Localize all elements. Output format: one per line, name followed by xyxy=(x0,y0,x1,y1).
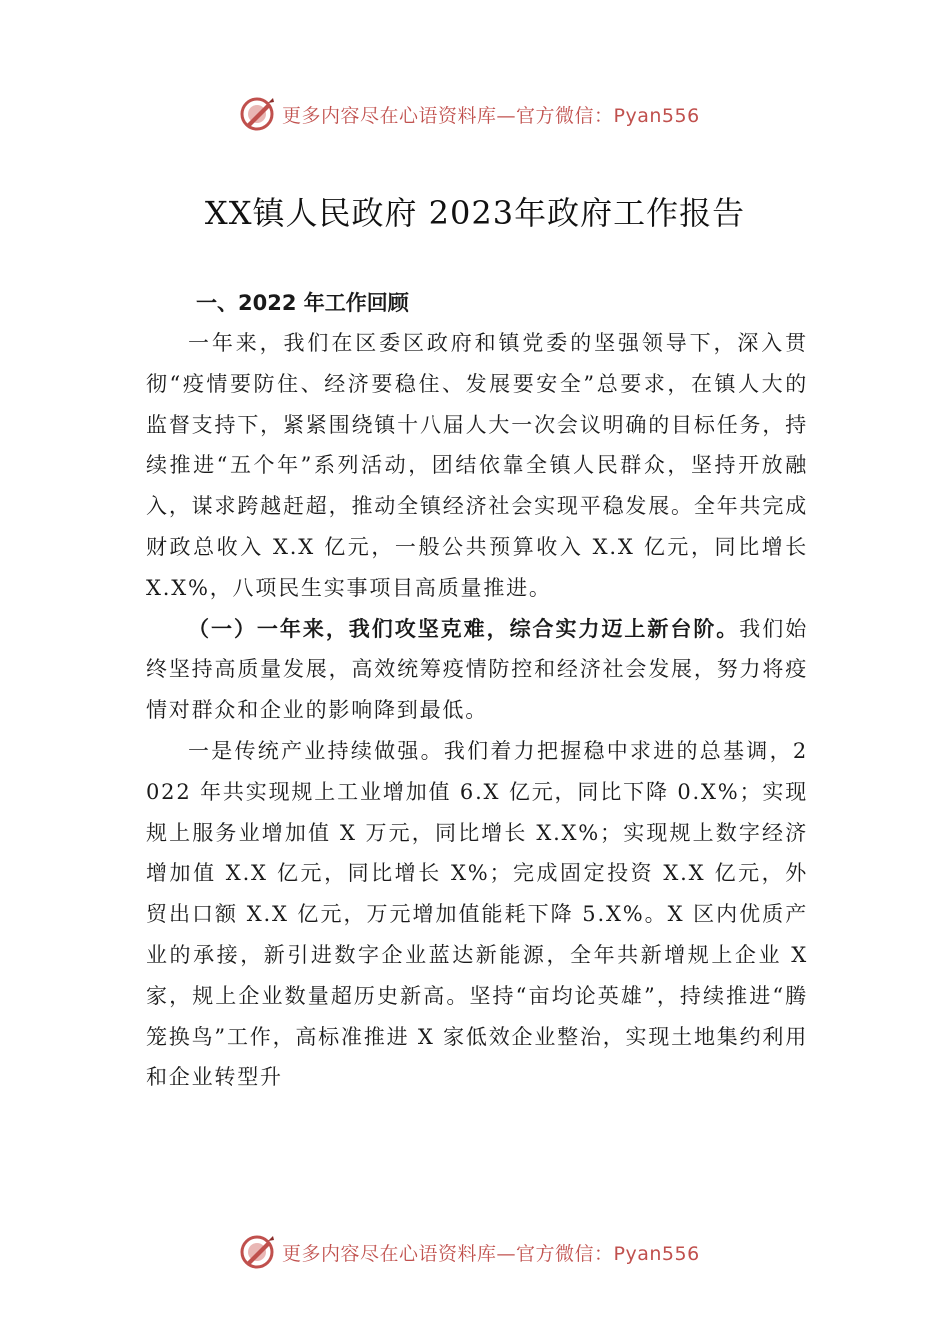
pen-logo-icon xyxy=(238,1233,276,1271)
header-banner xyxy=(238,94,738,134)
paragraph-industry: 一是传统产业持续做强。我们着力把握稳中求进的总基调，2022 年共实现规上工业增加值 6.X 亿元，同比下降 0.X%；实现规上服务业增加值 X 万元，同比增长 X.X%；实现规上数字经济增加值 X.X 亿元，同比增长 X%；完成固定投资 X.X 亿元，外贸出口额 X.X 亿元，万元增加值能耗下降 5.X%。X 区内优质产业的承接，新引进数字企业蓝达新能源，全年共新增规上企业 X 家，规上企业数量超历史新高。坚持“亩均论英雄”，持续推进“腾笼换鸟”工作，高标准推进 X 家低效企业整治，实现土地集约利用和企业转型升 xyxy=(146,738,808,1090)
pen-logo-icon xyxy=(238,95,276,133)
section-heading: 一、2022 年工作回顾 xyxy=(196,291,409,315)
paragraph-review: 一年来，我们在区委区政府和镇党委的坚强领导下，深入贯彻“疫情要防住、经济要稳住、发展要安全”总要求，在镇人大的监督支持下，紧紧围绕镇十八届人大一次会议明确的目标任务，持续推进“五个年”系列活动，团结依靠全镇人民群众，坚持开放融入，谋求跨越赶超，推动全镇经济社会实现平稳发展。全年共完成财政总收入 X.X 亿元，一般公共预算收入 X.X 亿元，同比增长 X.X%，八项民生实事项目高质量推进。 xyxy=(146,331,808,600)
document-title: XX镇人民政府 2023年政府工作报告 xyxy=(204,194,746,232)
footer-banner xyxy=(238,1232,738,1272)
banner-text: 更多内容尽在心语资料库—官方微信：Pyan556 xyxy=(282,104,700,127)
paragraph-subsection-1 xyxy=(146,609,808,731)
document-body xyxy=(146,283,808,1098)
subsection-text: 我们始终坚持高质量发展，高效统筹疫情防控和经济社会发展，努力将疫情对群众和企业的影响降到最低。 xyxy=(146,616,809,723)
banner-text: 更多内容尽在心语资料库—官方微信：Pyan556 xyxy=(282,1242,700,1265)
subsection-heading: （一）一年来，我们攻坚克难，综合实力迈上新台阶。 xyxy=(188,615,740,641)
